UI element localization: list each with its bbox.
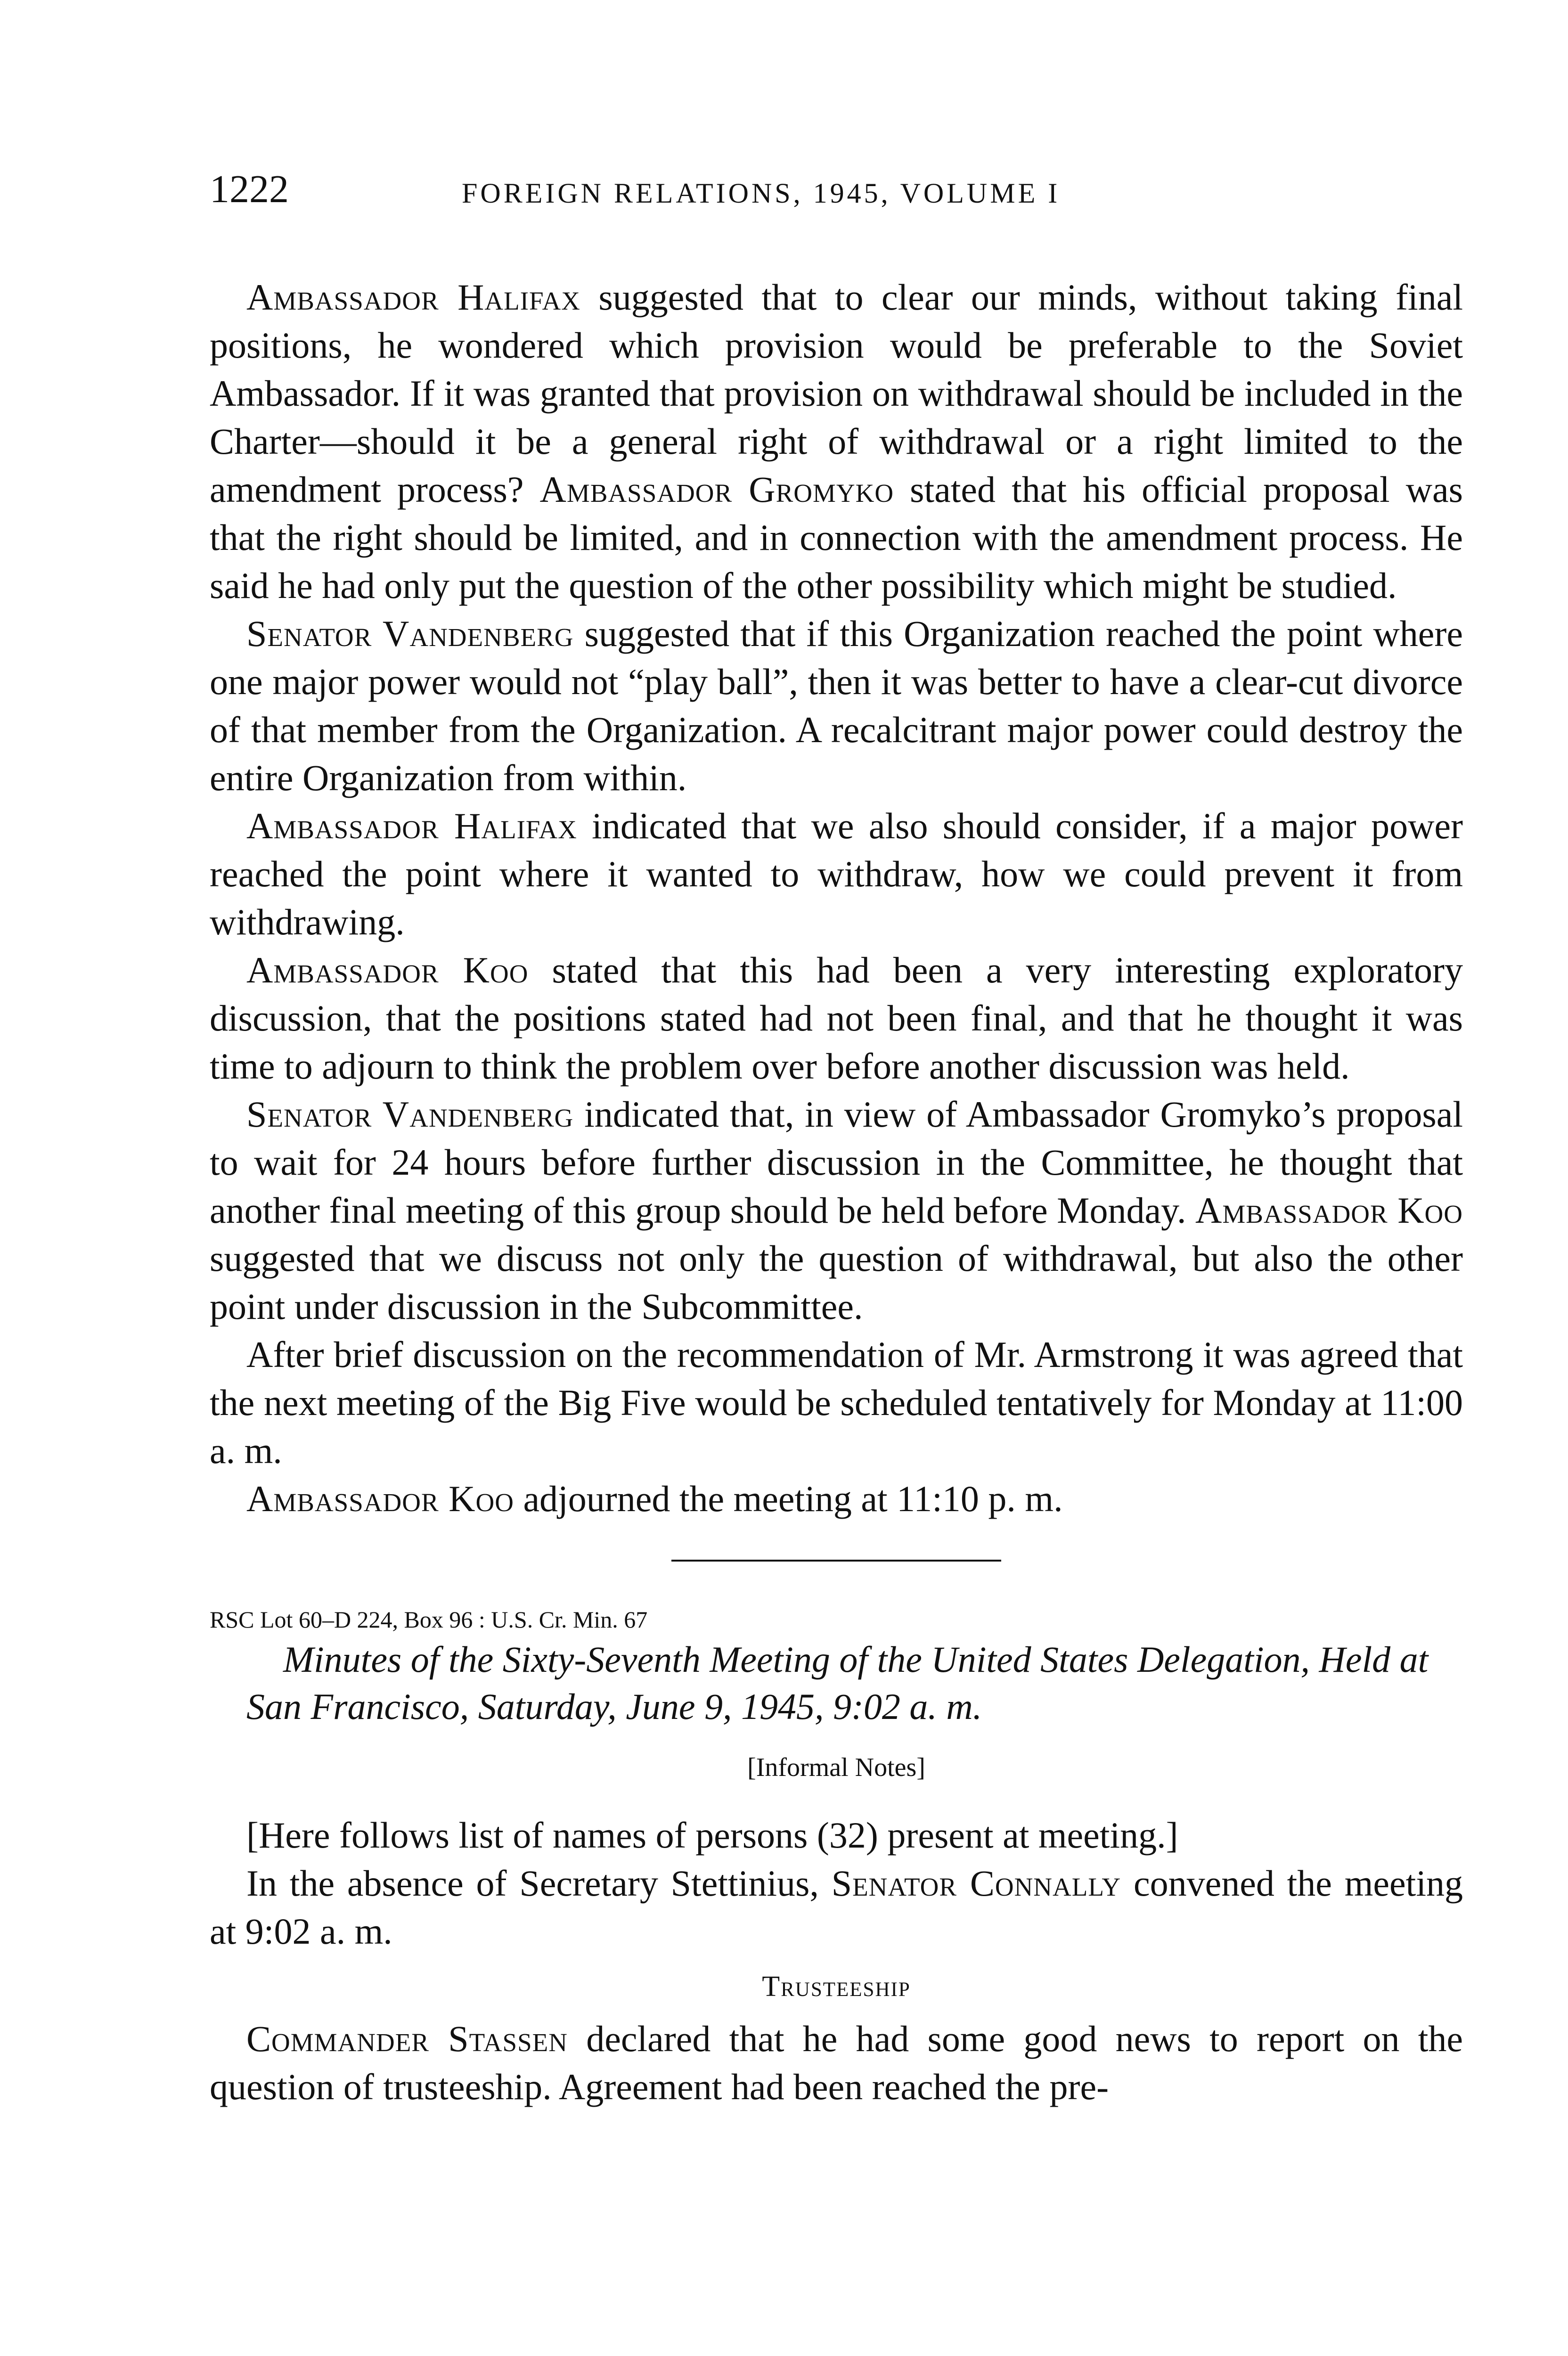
document-page — [210, 167, 1463, 2111]
paragraph-text: suggested that we discuss not only the question of withdrawal, but also the other point under discussion in the Subcommittee. — [210, 1238, 1463, 1327]
section-heading: Trusteeship — [762, 1971, 911, 2003]
speaker-name: Senator Vandenberg — [246, 1094, 574, 1135]
speaker-name: Ambassador Koo — [1195, 1190, 1463, 1231]
paragraph-text: stated that his official proposal was that the right should be limited, and in connection with the amendment process. He said he had only put the question of the other possibility which might be studied. — [210, 469, 1463, 606]
paragraph-text: suggested that to clear our minds, without taking final positions, he wondered which provision would be preferable to the Soviet Ambassador. If it was granted that provision on withdrawal should be included in the Charter—should it be a general right of withdrawal or a right limited to the amendment process? — [210, 277, 1463, 510]
paragraph-text: suggested that if this Organization reached the point where one major power would not “play ball”, then it was better to have a clear-cut divorce of that member from the Organization. A recalcitrant major power could destroy the entire Organization from within. — [210, 613, 1463, 798]
speaker-name: Ambassador Gromyko — [539, 469, 894, 510]
paragraph-text: adjourned the meeting at 11:10 p. m. — [514, 1478, 1063, 1519]
informal-notes-label: [Informal Notes] — [747, 1753, 925, 1782]
speaker-name: Senator Vandenberg — [246, 613, 574, 654]
paragraph-text: [Here follows list of names of persons (32) present at meeting.] — [246, 1815, 1178, 1856]
paragraph — [210, 946, 1463, 1090]
paragraph — [210, 1090, 1463, 1331]
speaker-name: Commander Stassen — [246, 2018, 568, 2059]
paragraph — [210, 1811, 1463, 1859]
paragraph-text: After brief discussion on the recommendation of Mr. Armstrong it was agreed that the next meeting of the Big Five would be scheduled tentatively for Monday at 11:00 a. m. — [210, 1334, 1463, 1471]
page-number: 1222 — [210, 167, 289, 211]
speaker-name: Ambassador Koo — [246, 1478, 514, 1519]
speaker-name: Ambassador Halifax — [246, 277, 580, 318]
document-heading: Minutes of the Sixty-Seventh Meeting of the United States Delegation, Held at San Francisco, Saturday, June 9, 1945, 9:02 a. m. — [246, 1639, 1429, 1727]
paragraph-text: indicated that, in view of Ambassador Gromyko’s proposal to wait for 24 hours before further discussion in the Committee, he thought that another final meeting of this group should be held before Monday. — [210, 1094, 1463, 1231]
paragraph — [210, 2015, 1463, 2111]
speaker-name: Senator Connally — [831, 1863, 1121, 1904]
section-divider — [671, 1560, 1001, 1562]
speaker-name: Ambassador Halifax — [246, 805, 577, 846]
paragraph-text: declared that he had some good news to report on the question of trusteeship. Agreement had been reached the pre- — [210, 2018, 1463, 2107]
paragraph — [210, 610, 1463, 802]
paragraph-group — [210, 2015, 1463, 2111]
paragraph-group — [210, 1811, 1463, 1955]
body-text — [210, 273, 1463, 2111]
paragraph — [210, 273, 1463, 610]
paragraph-text: indicated that we also should consider, if a major power reached the point where it wanted to withdraw, how we could prevent it from withdrawing. — [210, 805, 1463, 942]
speaker-name: Ambassador Koo — [246, 949, 529, 990]
paragraph-text: convened the meeting at 9:02 a. m. — [210, 1863, 1463, 1952]
paragraph — [210, 1475, 1463, 1523]
running-head — [210, 167, 1463, 221]
paragraph — [210, 1331, 1463, 1475]
source-reference: RSC Lot 60–D 224, Box 96 : U.S. Cr. Min. 67 — [210, 1606, 648, 1633]
running-title: FOREIGN RELATIONS, 1945, VOLUME I — [462, 178, 1061, 209]
paragraph-text: In the absence of Secretary Stettinius, — [246, 1863, 832, 1904]
paragraph — [210, 1859, 1463, 1955]
paragraph-group — [210, 273, 1463, 1523]
paragraph-text: stated that this had been a very interesting exploratory discussion, that the positions stated had not been final, and that he thought it was time to adjourn to think the problem over before another discussion was held. — [210, 949, 1463, 1087]
paragraph — [210, 802, 1463, 946]
